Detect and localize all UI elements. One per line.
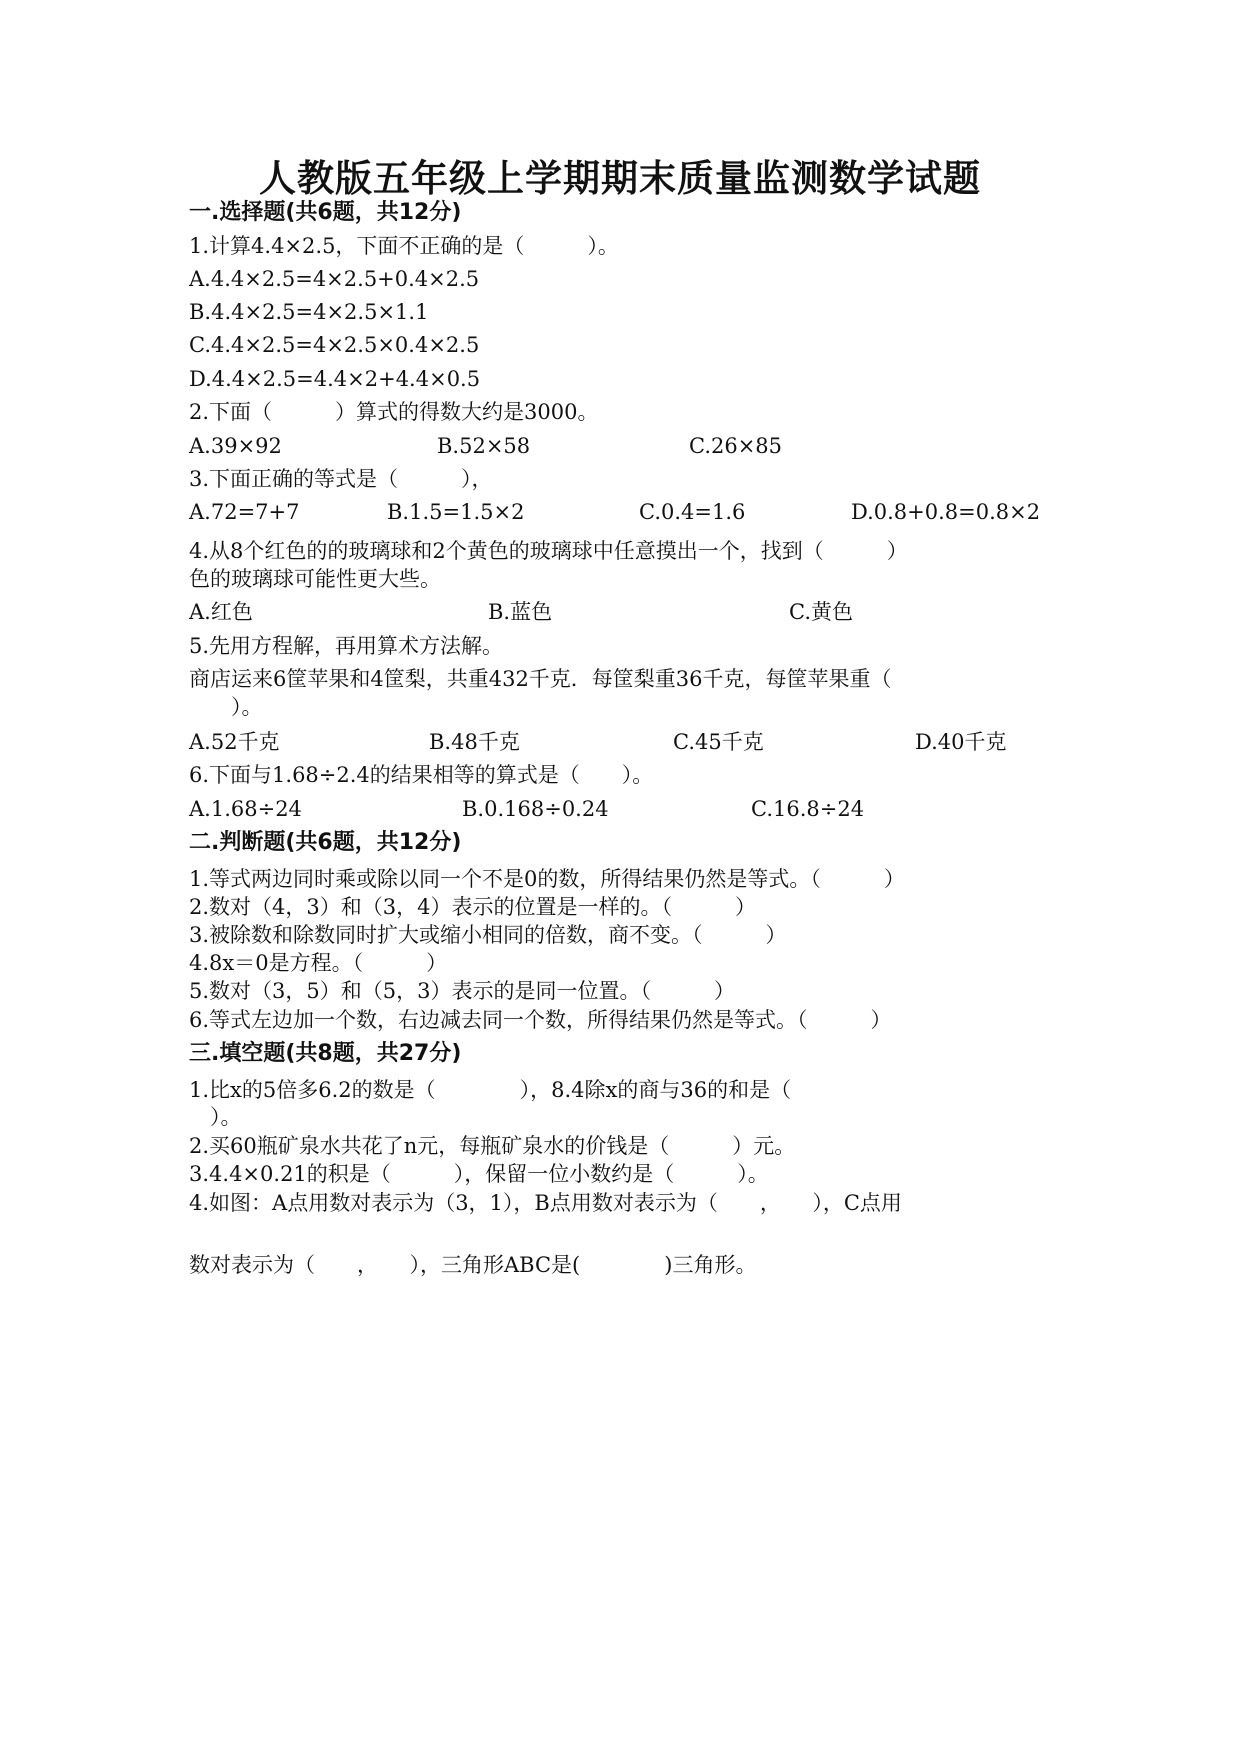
question-5-stem-line-1: 5.先用方程解，再用算术方法解。 (189, 634, 504, 658)
question-2-stem: 2.下面（ ）算式的得数大约是3000。 (189, 400, 599, 424)
question-2-option-a: A.39×92 (189, 434, 282, 458)
judgment-item-1: 1.等式两边同时乘或除以同一个不是0的数，所得结果仍然是等式。（ ） (189, 867, 905, 891)
judgment-item-3: 3.被除数和除数同时扩大或缩小相同的倍数，商不变。（ ） (189, 923, 787, 947)
fill-item-2: 2.买60瓶矿泉水共花了n元，每瓶矿泉水的价钱是（ ）元。 (189, 1134, 796, 1158)
fill-item-4-line-1: 4.如图：A点用数对表示为（3，1），B点用数对表示为（ ， ），C点用 (189, 1191, 902, 1215)
question-2-option-c: C.26×85 (689, 434, 783, 458)
question-1-option-d: D.4.4×2.5=4.4×2+4.4×0.5 (189, 367, 481, 391)
question-5-option-b: B.48千克 (429, 730, 520, 754)
judgment-item-6: 6.等式左边加一个数，右边减去同一个数，所得结果仍然是等式。（ ） (189, 1008, 892, 1032)
question-5-stem-line-2: 商店运来6筐苹果和4筐梨，共重432千克．每筐梨重36千克，每筐苹果重（ (189, 667, 892, 691)
fill-item-1-line-1: 1.比x的5倍多6.2的数是（ ），8.4除x的商与36的和是（ (189, 1078, 792, 1102)
question-4-option-c: C.黄色 (789, 600, 853, 624)
question-3-option-a: A.72=7+7 (189, 500, 300, 524)
question-6-option-a: A.1.68÷24 (189, 797, 302, 821)
question-1-option-c: C.4.4×2.5=4×2.5×0.4×2.5 (189, 333, 480, 357)
question-6-option-b: B.0.168÷0.24 (462, 797, 609, 821)
question-5-option-a: A.52千克 (189, 730, 280, 754)
section-heading-judgment: 二.判断题(共6题，共12分) (189, 830, 462, 855)
fill-item-1-line-2: ）。 (189, 1105, 242, 1129)
question-4-stem-line-2: 色的玻璃球可能性更大些。 (189, 567, 441, 591)
question-1-stem: 1.计算4.4×2.5，下面不正确的是（ ）。 (189, 234, 619, 258)
question-2-option-b: B.52×58 (437, 434, 531, 458)
question-3-option-b: B.1.5=1.5×2 (387, 500, 525, 524)
question-5-option-c: C.45千克 (673, 730, 764, 754)
question-4-option-b: B.蓝色 (488, 600, 553, 624)
section-heading-choice: 一.选择题(共6题，共12分) (189, 200, 462, 225)
judgment-item-5: 5.数对（3，5）和（5，3）表示的是同一位置。（ ） (189, 979, 735, 1003)
question-4-option-a: A.红色 (189, 600, 253, 624)
section-heading-fill-blank: 三.填空题(共8题，共27分) (189, 1041, 462, 1066)
question-6-option-c: C.16.8÷24 (751, 797, 865, 821)
judgment-item-2: 2.数对（4，3）和（3，4）表示的位置是一样的。（ ） (189, 895, 756, 919)
fill-item-4-line-2: 数对表示为（ ， ），三角形ABC是( )三角形。 (189, 1253, 757, 1277)
question-3-stem: 3.下面正确的等式是（ ）， (189, 467, 493, 491)
question-4-stem-line-1: 4.从8个红色的的玻璃球和2个黄色的玻璃球中任意摸出一个，找到（ ） (189, 539, 908, 563)
question-5-option-d: D.40千克 (915, 730, 1007, 754)
question-1-option-a: A.4.4×2.5=4×2.5+0.4×2.5 (189, 267, 480, 291)
question-6-stem: 6.下面与1.68÷2.4的结果相等的算式是（ ）。 (189, 763, 654, 787)
page-title: 人教版五年级上学期期末质量监测数学试题 (259, 157, 981, 200)
question-3-option-d: D.0.8+0.8=0.8×2 (851, 500, 1041, 524)
question-3-option-c: C.0.4=1.6 (639, 500, 746, 524)
question-1-option-b: B.4.4×2.5=4×2.5×1.1 (189, 300, 429, 324)
question-5-stem-line-3: ）。 (189, 695, 263, 719)
fill-item-3: 3.4.4×0.21的积是（ ），保留一位小数约是（ ）。 (189, 1162, 769, 1186)
judgment-item-4: 4.8x＝0是方程。（ ） (189, 951, 448, 975)
